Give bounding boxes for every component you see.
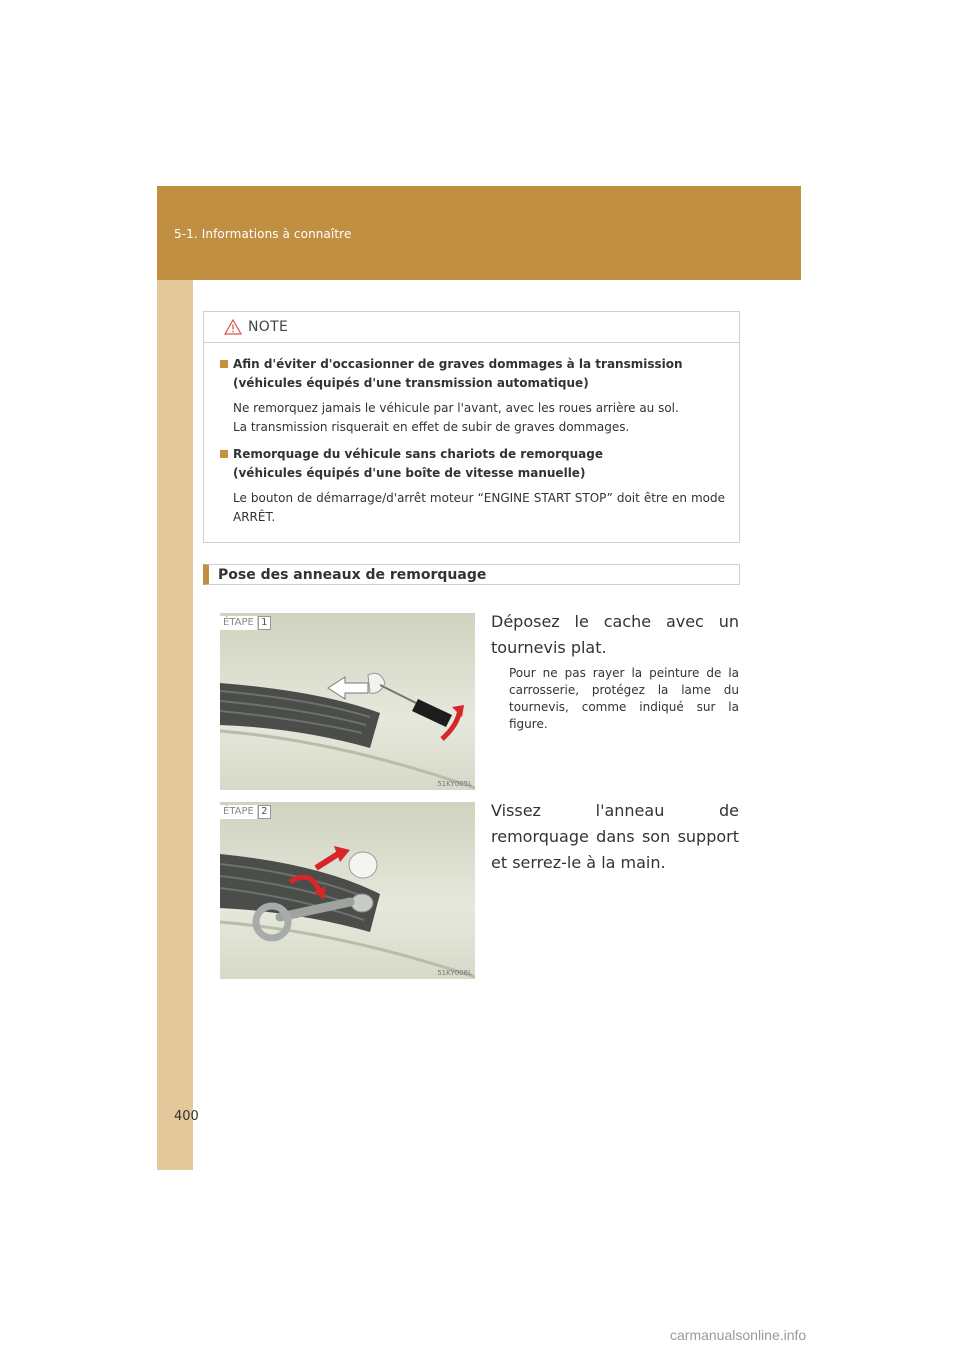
step-1-instruction: Déposez le cache avec un tournevis plat. — [491, 612, 739, 657]
note-body — [204, 343, 739, 527]
step-1-label: ÉTAPE — [220, 616, 257, 630]
step-1-number: 1 — [258, 616, 271, 630]
note-text-1 — [233, 399, 725, 437]
step-1-badge — [220, 616, 271, 630]
step-2-number: 2 — [258, 805, 271, 819]
note-heading-1 — [220, 355, 725, 393]
side-tab — [157, 186, 193, 1170]
step-2-illustration — [220, 802, 475, 979]
note-text-1-line1: Ne remorquez jamais le véhicule par l'avant, avec les roues arrière au sol. — [233, 401, 679, 415]
note-text-2: Le bouton de démarrage/d'arrêt moteur “ENGINE START STOP” doit être en mode ARRÊT. — [233, 491, 725, 524]
watermark: carmanualsonline.info — [670, 1327, 807, 1343]
section-title: Pose des anneaux de remorquage — [218, 566, 487, 583]
step-2-badge — [220, 805, 271, 819]
install-towing-eyelet-illustration — [220, 802, 475, 979]
note-title: NOTE — [248, 319, 289, 335]
note-heading-2-line2: (véhicules équipés d'une boîte de vitesse manuelle) — [233, 466, 586, 480]
note-heading-1-line2: (véhicules équipés d'une transmission automatique) — [233, 376, 589, 390]
step-2-instruction: Vissez l'anneau de remorquage dans son support et serrez-le à la main. — [491, 801, 739, 872]
warning-triangle-icon — [224, 319, 242, 335]
remove-cover-illustration — [220, 613, 475, 790]
square-bullet-icon — [220, 450, 228, 458]
page-number: 400 — [174, 1109, 199, 1124]
note-box — [203, 311, 740, 543]
step-1-image-code: 51KY005L — [437, 780, 472, 788]
note-header — [204, 312, 739, 343]
step-2-label: ÉTAPE — [220, 805, 257, 819]
step-1-illustration — [220, 613, 475, 790]
step-1-note: Pour ne pas rayer la peinture de la carrosserie, protégez la lame du tournevis, comme indiqué sur la figure. — [509, 666, 739, 731]
step-2-image-code: 51KY006L — [437, 969, 472, 977]
square-bullet-icon — [220, 360, 228, 368]
note-heading-1-line1: Afin d'éviter d'occasionner de graves dommages à la transmission — [233, 357, 683, 371]
note-heading-2-line1: Remorquage du véhicule sans chariots de remorquage — [233, 447, 603, 461]
section-header-title: 5-1. Informations à connaître — [174, 227, 352, 241]
note-text-1-line2: La transmission risquerait en effet de subir de graves dommages. — [233, 420, 630, 434]
note-heading-2 — [220, 445, 725, 483]
section-title-bar — [203, 564, 740, 585]
